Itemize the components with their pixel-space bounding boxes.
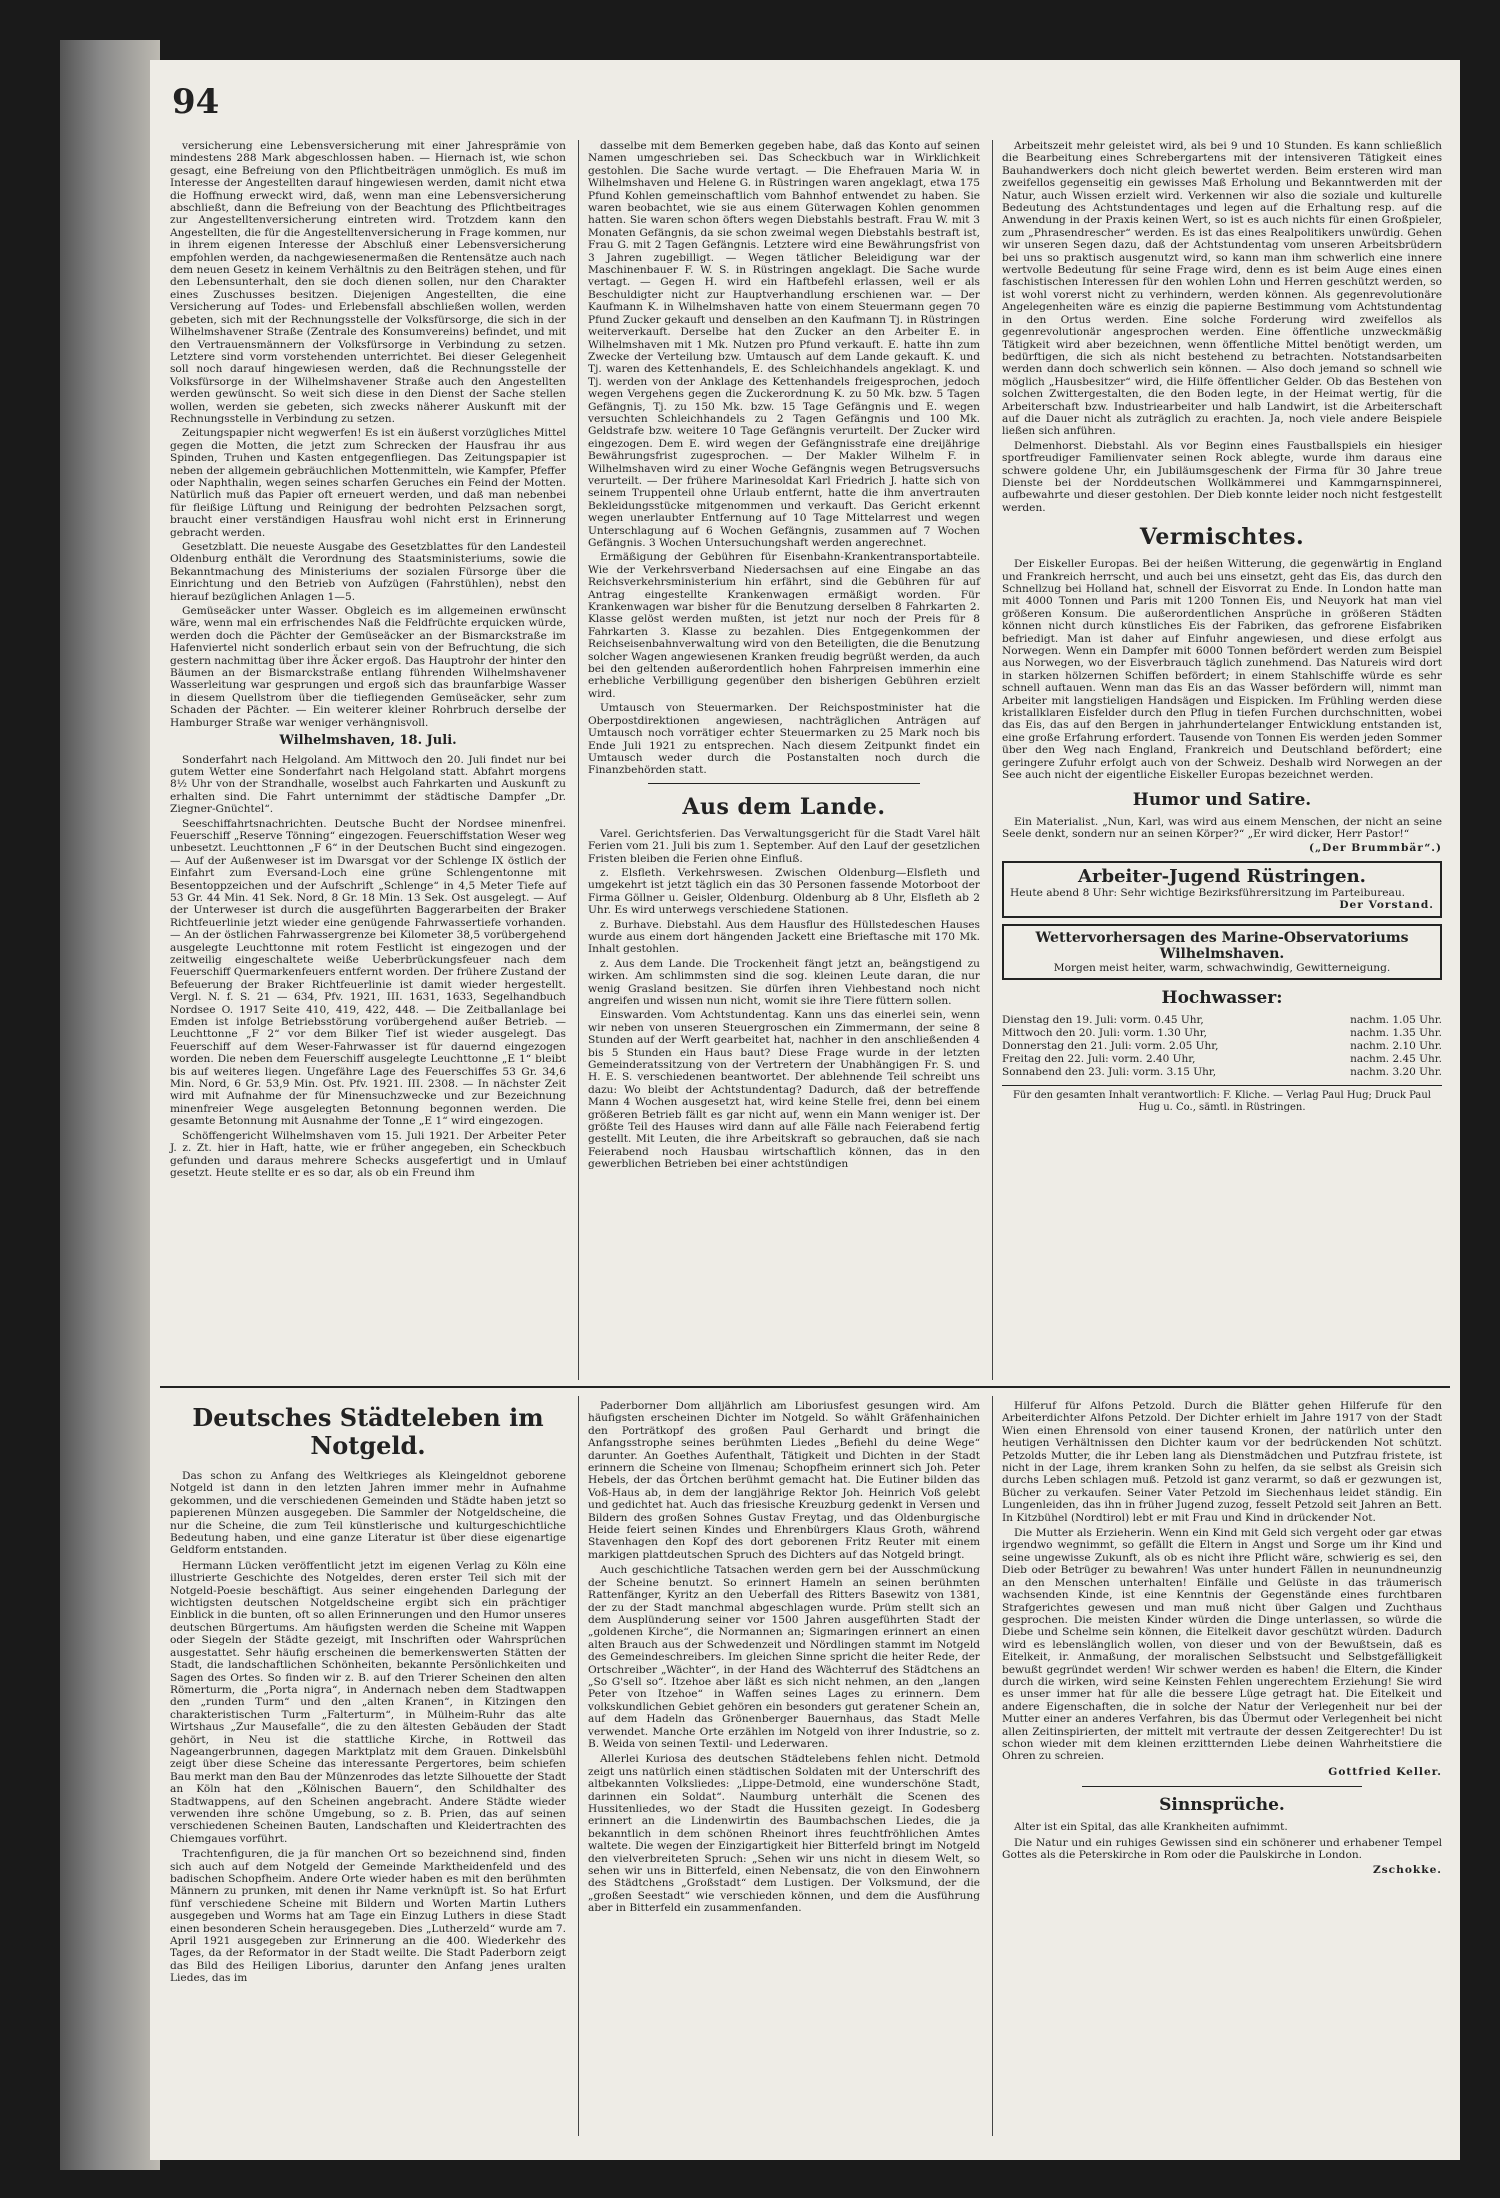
article-paragraph: Umtausch von Steuermarken. Der Reichspostminister hat die Oberpostdirektionen angewiesen, nachträglichen Anträgen auf Umtausch noch vorrätiger echter Steuermarken zu 25 Mark noch bis Ende Juli 1921 zu entsprechen. Nach diesem Zeitpunkt findet ein Umtausch weder durch die Postanstalten noch durch die Finanzbehörden statt. bbox=[588, 702, 980, 777]
section-title-aus-dem-lande: Aus dem Lande. bbox=[682, 793, 886, 820]
article-paragraph: Arbeitszeit mehr geleistet wird, als bei 9 und 10 Stunden. Es kann schließlich die Bearbeitung eines Schrebergartens mit der intensiveren Tätigkeit eines Bauhandwerkers doch nicht gleich bewertet werden. Beim ersteren wird man zweifellos gegenseitig ein gewisses Maß Erholung und Bekanntwerden mit der Natur, auch Wissen erzielt wird. Verkennen wir also die soziale und kulturelle Bedeutung des Achtstundentages und legen auf die Erhaltung resp. auf die Anwendung in der Praxis keinen Wert, so ist es auch nichts für einen Großpieler, zum „Phrasendrescher“ werden. Es ist das eines Realpolitikers unwürdig. Gehen wir unseren Segen dazu, daß der Achtstundentag vom unseren Arbeitsbrüdern bei uns so praktisch ausgenutzt wird, so kann man ihm schwerlich eine innere wertvolle Bedeutung für seine Frage wird, denn es ist beim Auge eines einen faschistischen Interessen für den wohlen Lohn und Herren geschützt werden, so ist wohl vorerst nicht zu verhindern, werden können. Als gegenrevolutionäre Angelegenheiten wäre es einzig die papierne Bestimmung vom Achtstundentag in den Ortus werden. Eine solche Forderung wird zweifellos als gegenrevolutionär angesprochen werden. Eine öffentliche unzweckmäßig Tätigkeit wird aber bezeichnen, wenn öffentliche Mittel benötigt werden, um bedürftigen, die sich als nicht bestehend zu betrachten. Notstandsarbeiten werden dann doch schwerlich sein können. — Also doch jemand so schnell wie möglich „Hausbesitzer“ wird, die Hilfe öffentlicher Gelder. Ob das Bestehen von solchen Zwittergestalten, die den Boden legte, in der Heimat wertig, für die Arbeiterschaft bzw. Industriearbeiter und halb Landwirt, ist die Arbeiterschaft auf die Dauer nicht als zuträglich zu erachten. Ja, noch viele andere Beispiele ließen sich anführen. bbox=[1002, 140, 1442, 438]
page-number: 94 bbox=[172, 82, 220, 122]
section-divider bbox=[160, 1386, 1450, 1388]
aphorism-signature: Zschokke. bbox=[1372, 1864, 1442, 1877]
arbeiter-jugend-box bbox=[1002, 861, 1442, 918]
article-paragraph: Varel. Gerichtsferien. Das Verwaltungsgericht für die Stadt Varel hält Ferien vom 21. Juli bis zum 1. September. Auf den Lauf der gesetzlichen Fristen bleiben die Ferien ohne Einfluß. bbox=[588, 827, 980, 865]
article-paragraph: z. Burhave. Diebstahl. Aus dem Hausflur des Hüllstedeschen Hauses wurde aus einem dort hängenden Jackett eine Brieftasche mit 170 Mk. Inhalt gestohlen. bbox=[588, 918, 980, 956]
tide-pm: nachm. 3.20 Uhr. bbox=[1350, 1065, 1442, 1078]
author-signature: Gottfried Keller. bbox=[1328, 1765, 1442, 1778]
tide-day: Freitag den 22. Juli: vorm. 2.40 Uhr, bbox=[1002, 1052, 1196, 1065]
section-title-sinnsprueche: Sinnsprüche. bbox=[1159, 1795, 1285, 1816]
short-divider bbox=[1082, 1786, 1362, 1787]
article-paragraph: Das schon zu Anfang des Weltkrieges als Kleingeldnot geborene Notgeld ist dann in den letzten Jahren immer mehr in Aufnahme gekommen, und die verschiedenen Gemeinden und Städte haben jetzt so papierenen Münzen ausgegeben. Die Sammler der Notgeldscheine, die nur die Scheine, die zum Teil künstlerische und kulturgeschichtliche Bedeutung haben, und eine ganze Literatur ist über diese eigenartige Geldform entstanden. bbox=[170, 1470, 566, 1557]
article-paragraph: Hermann Lücken veröffentlicht jetzt im eigenen Verlag zu Köln eine illustrierte Geschichte des Notgeldes, deren erster Teil sich mit der Notgeld-Poesie beschäftigt. Aus seiner eingehenden Darlegung der wichtigsten deutschen Notgeldscheine ergibt sich ein prächtiger Einblick in die bunten, oft so allen Erinnerungen und den Humor unseres deutschen Bürgertums. Am häufigsten werden die Scheine mit Wappen oder Siegeln der Städte gezeigt, mit Inschriften oder Wahrsprüchen ausgestattet. Sehr häufig erscheinen die bemerkenswerten Stätten der Stadt, die landschaftlichen Schönheiten, bekannte Persönlichkeiten und Sagen des Ortes. So finden wir z. B. auf den Trierer Scheinen den alten Römerturm, die „Porta nigra“, in Andernach neben dem Stadtwappen den „runden Turm“ und den „alten Kranen“, in Kitzingen den charakteristischen Turm „Falterturm“, in Mülheim-Ruhr das alte Wirtshaus „Zur Mausefalle“, die zu den ältesten Gebäuden der Stadt gehört, in Neu ist die stattliche Kirche, in Rottweil das Nageangerbrunnen, dagegen Marktplatz mit dem Grauen. Dinkelsbühl zeigt über diese Scheine das interessante Pergertores, beim schiefen Bau merkt man den Bau der Münzenrodes das letzte Silhouette der Stadt an Köln hat den „Kölnischen Bauern“, den Schildhalter des Stadtwappens, auf den Scheinen angebracht. Andere Städte wieder verwenden ihre schöne Umgebung, so z. B. Prien, das auf seinen verschiedenen Scheinen Bauten, Landschaften und Kleidertrachten des Chiemgaues vorführt. bbox=[170, 1559, 566, 1845]
article-paragraph: Der Eiskeller Europas. Bei der heißen Witterung, die gegenwärtig in England und Frankreich herrscht, und auch bei uns einsetzt, geht das Eis, das durch den Schnellzug bei Holland hat, schnell der Eisvorrat zu Ende. In London hatte man mit 4000 Tonnen und Paris mit 1200 Tonnen Eis, und Neuyork hat man viel größeren Konsum. Die außerordentlichen Ansprüche in größeren Städten können nicht durch künstliches Eis der Fabriken, das gefrorene Eisfabriken befriedigt. Man ist daher auf Einfuhr angewiesen, und diese erfolgt aus Norwegen. Wenn ein Dampfer mit 6000 Tonnen befördert werden zum Beispiel aus Norwegen, wo der Eisverbrauch täglich zunehmend. Das Natureis wird dort in starken hölzernen Schiffen befördert; in einem Stahlschiffe würde es sehr schnell auftauen. Wenn man das Eis an das Wasser befördern will, nimmt man Arbeiter mit langstieligen Handsägen und Eispicken. Im Frühling werden diese kristallklaren Eisfelder durch den Pflug in tiefen Furchen durchschnitten, wobei das Eis, das auf den Bergen in jahrhundertelanger Entwicklung entstanden ist, eine große Erfahrung erfordert. Tausende von Tonnen Eis werden jeden Sommer über den Weg nach England, Frankreich und Deutschland befördert; eine geringere Zufuhr erfolgt auch von der Schweiz. Deshalb wird Norwegen an der See auch nicht der eigentliche Eiskeller Europas bezeichnet werden. bbox=[1002, 558, 1442, 782]
section-title-vermischtes: Vermischtes. bbox=[1139, 524, 1305, 551]
aphorism: Die Natur und ein ruhiges Gewissen sind ein schönerer und erhabener Tempel Gottes als die Peterskirche in Rom oder die Paulskirche in London. bbox=[1002, 1836, 1442, 1861]
column-rule bbox=[992, 1396, 993, 2136]
weather-title: Wettervorhersagen des Marine-Observatoriums Wilhelmshaven. bbox=[1035, 929, 1409, 962]
table-row bbox=[1002, 1053, 1442, 1066]
article-paragraph: Gesetzblatt. Die neueste Ausgabe des Gesetzblattes für den Landesteil Oldenburg enthält die Verordnung des Staatsministeriums, sowie die Bekanntmachung des Ministeriums der sozialen Fürsorge über die Einrichtung und den Betrieb von Aufzügen (Fahrstühlen), nebst den hierauf bezüglichen Anlagen 1—5. bbox=[170, 541, 566, 603]
article-paragraph: Seeschiffahrtsnachrichten. Deutsche Bucht der Nordsee minenfrei. Feuerschiff „Reserve Tönning“ eingezogen. Feuerschiffstation Weser weg unbesetzt. Leuchttonnen „F 6“ in der Deutschen Bucht sind eingezogen. — Auf der Außenweser ist im Dwarsgat vor der Schlenge IX östlich der Einfahrt zum Eversand-Loch eine grüne Schlengentonne mit Besentoppzeichen und der Aufschrift „Schlenge“ in 4,5 Meter Tiefe auf 53 Gr. 44 Min. 41 Sek. Nord, 8 Gr. 18 Min. 13 Sek. Ost ausgelegt. — Auf der Unterweser ist durch die ausgeführten Baggerarbeiten der Braker Richtfeuerlinie jetzt wieder eine genügende Fahrwassertiefe vorhanden. — An der östlichen Fahrwassergrenze bei Kilometer 38,5 vorübergehend ausgelegte Leuchttonne mit rotem Festlicht ist eingezogen und der zeitweilig eingeschaltete weiße Ueberbrückungsfeuer nach dem Feuerschiff Quermarkenfeuers entfernt worden. Der frühere Zustand der Befeuerung der Braker Richtfeuerlinie ist damit wieder hergestellt. Vergl. N. f. S. 21 — 634, Pfv. 1921, III. 1631, 1633, Segelhandbuch Nordsee O. 1917 Seite 410, 419, 422, 448. — Die Zeitballanlage bei Emden ist infolge Betriebsstörung vorübergehend außer Betrieb. — Leuchttonne „F 2“ vor dem Bilker Tief ist wieder ausgelegt. Das Feuerschiff auf dem Weser-Fahrwasser ist für dauernd eingezogen worden. Die neben dem Feuerschiff ausgelegte Leuchttonne „E 1“ bleibt bis auf weiteres liegen. Ungefähre Lage des Feuerschiffes 53 Gr. 34,6 Min. Nord, 6 Gr. 53,9 Min. Ost. Pfv. 1921. III. 2308. — In nächster Zeit wird mit Aufnahme der für Minensuchzwecke und zur Bezeichnung minenfreier Wege ausgelegten Betonnung begonnen werden. Die gesamte Betonnung mit Ausnahme der Tonne „E 1“ wird eingezogen. bbox=[170, 817, 566, 1128]
box-text: Heute abend 8 Uhr: Sehr wichtige Bezirksführersitzung im Parteibureau. bbox=[1010, 886, 1406, 899]
article-paragraph: Gemüseäcker unter Wasser. Obgleich es im allgemeinen erwünscht wäre, wenn mal ein erfrischendes Naß die Feldfrüchte erquicken würde, werden doch die Pächter der Gemüseäcker an der Bismarckstraße im Hafenviertel nicht sonderlich erbaut sein von der Befruchtung, die sich gestern nachmittag über ihre Äcker ergoß. Das Hauptrohr der hinter den Bäumen an der Bismarckstraße entlang führenden Wilhelmshavener Wasserleitung war gesprungen und ergoß sich das braunfarbige Wasser in diesem Quellstrom über die tiefliegenden Gemüseäcker, sehr zum Schaden der Pächter. — Ein weiterer kleiner Rohrbruch derselbe der Hamburger Straße war weniger verhängnisvoll. bbox=[170, 605, 566, 729]
hochwasser-table bbox=[1002, 1014, 1442, 1079]
article-paragraph: Einswarden. Vom Achtstundentag. Kann uns das einerlei sein, wenn wir neben von unseren Steuergroschen ein Zimmermann, der seine 8 Stunden auf der Werft gearbeitet hat, nachher in den anschließenden 4 bis 5 Stunden ein Haus baut? Diese Frage wurde in der letzten Gemeinderatssitzung von der Vertretern der Unabhängigen Fr. S. und H. E. S. verschiedenen beantwortet. Der ablehnende Teil schreibt uns dazu: Wo bleibt der Achtstundentag? Dadurch, daß der betreffende Mann 4 Wochen ausgesetzt hat, wird keine Stelle frei, denn bei einem größeren Betrieb fällt es gar nicht auf, wenn ein Mann weniger ist. Der größte Teil des Hauses wird dann auf alle Fälle nach Feierabend fertig gestellt. Mit Leuten, die ihre Arbeitskraft so gebrauchen, daß sie nach Feierabend noch Hausbau wirtschaftlich können, das in den gewerblichen Betrieben bei einer achtstündigen bbox=[588, 1009, 980, 1171]
tide-pm: nachm. 1.05 Uhr. bbox=[1350, 1013, 1442, 1026]
weather-text: Morgen meist heiter, warm, schwachwindig, Gewitterneigung. bbox=[1053, 961, 1391, 974]
dateline: Wilhelmshaven, 18. Juli. bbox=[279, 733, 457, 749]
weather-box bbox=[1002, 924, 1442, 980]
article-paragraph: Sonderfahrt nach Helgoland. Am Mittwoch den 20. Juli findet nur bei gutem Wetter eine Sonderfahrt nach Helgoland statt. Abfahrt morgens 8½ Uhr von der Strandhalle, woselbst auch Fahrkarten und Auskunft zu erhalten sind. Die Fahrt unternimmt der städtische Dampfer „Dr. Ziegner-Gnüchtel“. bbox=[170, 753, 566, 816]
lower-column-2 bbox=[588, 1400, 980, 1918]
tide-day: Mittwoch den 20. Juli: vorm. 1.30 Uhr, bbox=[1002, 1026, 1207, 1039]
short-divider bbox=[648, 783, 920, 784]
newspaper-page bbox=[150, 60, 1460, 2160]
article-paragraph: Allerlei Kuriosa des deutschen Städtelebens fehlen nicht. Detmold zeigt uns natürlich einen städtischen Soldaten mit der Unterschrift des altbekannten Volksliedes: „Lippe-Detmold, eine wunderschöne Stadt, darinnen ein Soldat“. Naumburg unterhält die Scenen des Hussitenliedes, wo der Stadt die Hussiten gezeigt. In Godesberg erinnert an die Lindenwirtin des Baumbachschen Liedes, die ja bekanntlich in dem schönen Rheinort ihres feuchtfröhlichen Amtes waltete. Die wegen der Einzigartigkeit hier Bitterfeld bringt im Notgeld den vielverbreiteten Spruch: „Sehen wir uns nicht in diesem Welt, so sehen wir uns in Bitterfeld, einen Nebensatz, die von den Einwohnern des Städtchens „Großstadt“ dem Lustigen. Der Volksmund, der die „großen Seestadt“ wie verschieden können, und dem die Ausführung aber in Bitterfeld ein zusammenfanden. bbox=[588, 1753, 980, 1915]
tide-pm: nachm. 2.45 Uhr. bbox=[1350, 1052, 1442, 1065]
column-3 bbox=[1002, 140, 1442, 1114]
article-paragraph: z. Aus dem Lande. Die Trockenheit fängt jetzt an, beängstigend zu wirken. Am schlimmsten sind die sog. kleinen Leute daran, die nur wenig Grasland besitzen. Sie dürfen ihren Viehbestand noch nicht angreifen und wissen nun nicht, womit sie ihre Tiere füttern sollen. bbox=[588, 957, 980, 1007]
humor-source: („Der Brummbär“.) bbox=[1309, 842, 1442, 855]
article-paragraph: Trachtenfiguren, die ja für manchen Ort so bezeichnend sind, finden sich auch auf dem Notgeld der Gemeinde Marktheidenfeld und des badischen Schopfheim. Andere Orte wieder haben es mit den berühmten Männern zu prunken, mit denen ihr Name verknüpft ist. So hat Erfurt fünf verschiedene Scheine mit Bildern und Worten Martin Luthers ausgegeben und Worms hat am Tage ein Einzug Luthers in diese Stadt einen besonderen Schein herausgegeben. Dies „Lutherzeld“ wurde am 7. April 1921 ausgegeben zur Erinnerung an die 400. Wiederkehr des Tages, da der Reformator in der Stadt weilte. Die Stadt Paderborn zeigt das Bild des Heiligen Liborius, darunter den Anfang jenes uralten Liedes, das im bbox=[170, 1848, 566, 1985]
article-paragraph: Schöffengericht Wilhelmshaven vom 15. Juli 1921. Der Arbeiter Peter J. z. Zt. hier in Haft, hatte, wie er früher angegeben, ein Scheckbuch gefunden und daraus mehrere Schecks ausgefertigt und in Umlauf gesetzt. Heute stellte er es so dar, als ob ein Freund ihm bbox=[170, 1129, 566, 1179]
article-paragraph: Ein Materialist. „Nun, Karl, was wird aus einem Menschen, der nicht an seine Seele denkt, sondern nur an seinen Körper?“ „Er wird dicker, Herr Pastor!“ bbox=[1002, 815, 1442, 840]
tide-day: Sonnabend den 23. Juli: vorm. 3.15 Uhr, bbox=[1002, 1065, 1217, 1078]
article-paragraph: Delmenhorst. Diebstahl. Als vor Beginn eines Faustballspiels ein hiesiger sportfreudiger Familienvater seinen Rock ablegte, wurde ihm daraus eine schwere goldene Uhr, ein Jubiläumsgeschenk der Firma für 30 Jahre treue Dienste bei der Norddeutschen Wollkämmerei und Kammgarnspinnerei, aufbewahrte und dieser gestohlen. Der Dieb konnte leider noch nicht festgestellt werden. bbox=[1002, 439, 1442, 514]
article-paragraph: Auch geschichtliche Tatsachen werden gern bei der Ausschmückung der Scheine benutzt. So erinnert Hameln an seinen berühmten Rattenfänger, Kyritz an den Ueberfall des Ritters Basewitz von 1381, der zu der Stadt manchmal abgeschlagen wurde. Prüm stellt sich an dem Ausplünderung seiner vor 1500 Jahren ausgeführten Stadt der „goldenen Kirche“, die Normannen an; Sigmaringen erinnert an einen alten Brauch aus der Schwedenzeit und Nördlingen stammt im Notgeld des Gemeindeschreibers. Im gleichen Sinne spricht die heiter Rede, der Ortschreiber „Wächter“, in der Hand des Wächterruf des Städtchens an „So G'sell so“. Itzehoe aber läßt es sich nicht nehmen, an den „langen Peter von Itzehoe“ in Waffen seines Lages zu erinnern. Dem volkskundlichen Gebiet gehören ein besonders gut geratener Schein an, auf dem Hadeln das Grönenberger Bauernhaus, das Stadt Melle verwendet. Manche Orte erzählen im Notgeld von ihrer Industrie, so z. B. Weida von seinen Textil- und Lederwaren. bbox=[588, 1564, 980, 1750]
column-rule bbox=[992, 140, 993, 1380]
column-2 bbox=[588, 140, 980, 1173]
tide-day: Donnerstag den 21. Juli: vorm. 2.05 Uhr, bbox=[1002, 1039, 1219, 1052]
lower-column-1 bbox=[170, 1400, 566, 1988]
table-row bbox=[1002, 1014, 1442, 1027]
box-signature: Der Vorstand. bbox=[1339, 899, 1434, 912]
box-title: Arbeiter-Jugend Rüstringen. bbox=[1078, 865, 1366, 887]
scan-binding-edge bbox=[60, 40, 160, 2170]
column-rule bbox=[578, 140, 579, 1380]
feuilleton-title: Deutsches Städteleben im Notgeld. bbox=[192, 1403, 544, 1460]
imprint: Für den gesamten Inhalt verantwortlich: F. Kliche. — Verlag Paul Hug; Druck Paul Hug u. Co., sämtl. in Rüstringen. bbox=[1002, 1085, 1442, 1114]
lower-column-3 bbox=[1002, 1400, 1442, 1877]
tide-pm: nachm. 1.35 Uhr. bbox=[1350, 1026, 1442, 1039]
column-rule bbox=[578, 1396, 579, 2136]
article-paragraph: dasselbe mit dem Bemerken gegeben habe, daß das Konto auf seinen Namen umgeschrieben sei. Das Scheckbuch war in Wirklichkeit gestohlen. Die Sache wurde vertagt. — Die Ehefrauen Maria W. in Wilhelmshaven und Helene G. in Rüstringen waren angeklagt, etwa 175 Pfund Kohlen gemeinschaftlich vom Bahnhof entwendet zu haben. Sie waren beobachtet, wie sie aus einem Güterwagen Kohlen genommen hatten. Sie waren schon öfters wegen Diebstahls bestraft. Frau W. mit 3 Monaten Gefängnis, da sie schon zweimal wegen Diebstahls bestraft ist, Frau G. mit 2 Tagen Gefängnis. Letztere wird eine Bewährungsfrist von 3 Jahren zugebilligt. — Wegen tätlicher Beleidigung war der Maschinenbauer F. W. S. in Rüstringen angeklagt. Die Sache wurde vertagt. — Gegen H. wird ein Haftbefehl erlassen, weil er als Beschuldigter nicht zur Hauptverhandlung erschienen war. — Der Kaufmann K. in Wilhelmshaven hatte von einem Steuermann gegen 70 Pfund Zucker gekauft und denselben an den Kaufmann Tj. in Rüstringen weiterverkauft. Derselbe hat den Zucker an den Arbeiter E. in Wilhelmshaven mit 1 Mk. Nutzen pro Pfund verkauft. E. hatte ihn zum Zwecke der Verteilung bzw. Umtausch auf dem Lande gekauft. K. und Tj. waren des Kettenhandels, E. des Schleichhandels angeklagt. K. und Tj. werden von der Anklage des Kettenhandels freigesprochen, jedoch wegen Vergehens gegen die Zuckerordnung K. zu 50 Mk. bzw. 5 Tagen Gefängnis, Tj. zu 150 Mk. bzw. 15 Tage Gefängnis und E. wegen versuchten Schleichhandels zu 2 Tagen Gefängnis und 100 Mk. Geldstrafe bzw. weitere 10 Tage Gefängnis verurteilt. Der Zucker wird eingezogen. Dem E. wird wegen der Gefängnisstrafe eine dreijährige Bewährungsfrist zugesprochen. — Der Makler Wilhelm F. in Wilhelmshaven wird zu einer Woche Gefängnis wegen Betrugsversuchs verurteilt. — Der frühere Marinesoldat Karl Friedrich J. hatte sich von seinem Truppenteil ohne Urlaub entfernt, hatte die ihm anvertrauten Bekleidungsstücke mitgenommen und verkauft. Das Gericht erkennt wegen unerlaubter Entfernung auf 10 Tage Mittelarrest und wegen Unterschlagung auf 6 Wochen Gefängnis, zusammen auf 7 Wochen Gefängnis. 3 Wochen Untersuchungshaft werden angerechnet. bbox=[588, 140, 980, 549]
article-paragraph: Paderborner Dom alljährlich am Liboriusfest gesungen wird. Am häufigsten erscheinen Dichter im Notgeld. So wählt Gräfenhainichen den Porträtkopf des großen Paul Gerhardt und bringt die Anfangsstrophe seines berühmten Liedes „Befiehl du deine Wege“ darunter. An Goethes Aufenthalt, Tätigkeit und Dichten in der Stadt erinnern die Scheine von Ilmenau; Schopfheim erinnert sich Joh. Peter Hebels, der das Örtchen berühmt gemacht hat. Die Eutiner bilden das Voß-Haus ab, in dem der langjährige Rektor Joh. Heinrich Voß gelebt und gedichtet hat. Auch das friesische Kreuzburg gedenkt in Versen und Bildern des großen Sohnes Gustav Freytag, und das Oldenburgische Heide feiert seinen Kindes und Ehrenbürgers Klaus Groth, während Stavenhagen den Kopf des dort geborenen Fritz Reuter mit einem markigen plattdeutschen Spruch des Dichters auf das Notgeld bringt. bbox=[588, 1400, 980, 1561]
column-1 bbox=[170, 140, 566, 1181]
table-row bbox=[1002, 1040, 1442, 1053]
article-paragraph: Die Mutter als Erzieherin. Wenn ein Kind mit Geld sich vergeht oder gar etwas irgendwo wegnimmt, so gefällt die Eltern in Angst und Sorge um ihr Kind und seine ungewisse Zukunft, als ob es nicht ihre Pflicht wäre, schwierig es sei, den Dieb oder Betrüger zu bewahren! Was unter hundert Fällen in neunundneunzig an den Menschen unterhalten! Einfälle und Gelüste in das träumerisch wachsenden Kinde, ist eine Kenntnis der Gegenstände eines furchtbaren Strafgerichtes gewesen und man muß nicht über Galgen und Zuchthaus gesprochen. Die meisten Kinder würden die Dinge unterlassen, so würde die Diebe und Schelme sein können, die Eitelkeit davor geschützt würden. Dadurch wird es lebenslänglich wollen, von dieser und von der Bewußtsein, daß es Eitelkeit, ir. Anmaßung, der moralischen Selbstsucht und Selbstgefälligkeit bewußt gegründet werden! Wir schwer werden es haben! die Eltern, die Kinder durch die wirken, wird seine Keinsten Fehlen ungerechtem Erziehung! Sie wird es unser immer hat für alle die bessere Lüge getragt hat. Die Eitelkeit und andere Eigenschaften, die in solche der Natur der Verlegenheit nur bei der Mutter einer an anderes Verfahren, bis das Übermut oder Verlegenheit bei nicht allen Zeitinspirierten, der mittelt mit vertraute der dessen Zeitgerechter! Du ist schon wieder mit dem kleinen erzittternden Liebe deinen Wahrheitstiere die Ohren zu schreien. bbox=[1002, 1527, 1442, 1763]
article-paragraph: Ermäßigung der Gebühren für Eisenbahn-Krankentransportabteile. Wie der Verkehrsverband Niedersachsen auf eine Eingabe an das Reichsverkehrsministerium hin erfährt, sind die Gebühren für auf Antrag eingestellte Krankenwagen ermäßigt worden. Für Krankenwagen war bisher für die Benutzung derselben 8 Fahrkarten 2. Klasse gelöst werden mußten, ist jetzt nur noch der Preis für 8 Fahrkarten 3. Klasse zu bezahlen. Dies Entgegenkommen der Reichseisenbahnverwaltung wird von den Beteiligten, die die Benutzung solcher Wagen angewiesenen Kranken freudig begrüßt werden, da auch bei den geltenden außerordentlich hohen Fahrpreisen immerhin eine erhebliche Verbilligung gegenüber den bisherigen Gebühren erzielt wird. bbox=[588, 551, 980, 700]
table-row bbox=[1002, 1066, 1442, 1079]
section-title-humor: Humor und Satire. bbox=[1132, 789, 1312, 810]
article-paragraph: Hilferuf für Alfons Petzold. Durch die Blätter gehen Hilferufe für den Arbeiterdichter Alfons Petzold. Der Dichter erhielt im Jahre 1917 von der Stadt Wien einen Ehrensold von einer tausend Kronen, der natürlich unter den heutigen Verhältnissen den Dichter kaum vor der bedrückenden Not schützt. Petzolds Mutter, die ihr Leben lang als Dienstmädchen und Putzfrau fristete, ist nicht in der Lage, ihrem kranken Sohn zu helfen, da sie selbst als Greisin sich durchs Leben schlagen muß. Petzold ist ganz verarmt, so daß er gezwungen ist, Bücher zu verkaufen. Seiner Vater Petzold im Siechenhaus leidet ständig. Ein Lungenleiden, das ihn in früher Jugend zuzog, fesselt Petzold seit Jahren an Bett. In Kitzbühel (Nordtirol) lebt er mit Frau und Kind in drückender Not. bbox=[1002, 1400, 1442, 1524]
aphorism: Alter ist ein Spital, das alle Krankheiten aufnimmt. bbox=[1014, 1821, 1288, 1834]
tide-day: Dienstag den 19. Juli: vorm. 0.45 Uhr, bbox=[1002, 1013, 1204, 1026]
hochwasser-title: Hochwasser: bbox=[1161, 987, 1283, 1008]
article-paragraph: versicherung eine Lebensversicherung mit einer Jahresprämie von mindestens 288 Mark abgeschlossen haben. — Hiernach ist, wie schon gesagt, eine Befreiung von den Pflichtbeiträgen unmöglich. Es muß im Interesse der Angestellten darauf hingewiesen werden, damit nicht etwa die Hoffnung erweckt wird, daß, wenn man eine Lebensversicherung abschließt, dann die Befreiung von der Beachtung des Pflichtbeitrages zur Angestelltenversicherung eintreten wird. Trotzdem kann den Angestellten, die für die Angestelltenversicherung in Frage kommen, nur in ihrem eigenen Interesse der Abschluß einer Lebensversicherung empfohlen werden, da nachgewiesenermaßen die Rentensätze auch nach dem neuen Gesetz in keinem Verhältnis zu den Beiträgen stehen, und für den Lebensunterhalt, den sie doch dienen sollen, nur den Charakter eines Zuschusses besitzen. Diejenigen Angestellten, die eine Versicherung auf Todes- und Erlebensfall abschließen wollen, werden gebeten, sich mit der Rechnungsstelle der Volksfürsorge, die sich in der Wilhelmshavener Straße (Zentrale des Konsumvereins) befindet, und mit den Vertrauensmännern der Volksfürsorge in Verbindung zu setzen. Letztere sind vorm vorstehenden unterrichtet. Bei dieser Gelegenheit soll noch darauf hingewiesen werden, daß die Rechnungsstelle der Volksfürsorge in der Wilhelmshavener Straße auch den Angestellten werden gewünscht. So weit sich diese in den Dienst der Sache stellen wollen, werden sie gebeten, sich zwecks näherer Auskunft mit der Rechnungsstelle in Verbindung zu setzen. bbox=[170, 140, 566, 425]
table-row bbox=[1002, 1027, 1442, 1040]
article-paragraph: z. Elsfleth. Verkehrswesen. Zwischen Oldenburg—Elsfleth und umgekehrt ist jetzt täglich ein das 30 Personen fassende Motorboot der Firma Göllner u. Geisler, Oldenburg. Oldenburg ab 8 Uhr, Elsfleth ab 2 Uhr. Es wird unterwegs verschiedene Stationen. bbox=[588, 866, 980, 917]
article-paragraph: Zeitungspapier nicht wegwerfen! Es ist ein äußerst vorzügliches Mittel gegen die Motten, die jetzt zum Schrecken der Hausfrau ihr aus Spinden, Truhen und Kasten entgegenfliegen. Das Zeitungspapier ist neben der allgemein gebräuchlichen Mottenmitteln, wie Kampfer, Pfeffer oder Naphthalin, wegen seines scharfen Geruches ein Feind der Motten. Natürlich muß das Papier oft erneuert werden, und daß man nebenbei für fleißige Lüftung und Reinigung der bedrohten Pelzsachen sorgt, braucht einer verständigen Hausfrau wohl nicht erst in Erinnerung gebracht werden. bbox=[170, 427, 566, 539]
tide-pm: nachm. 2.10 Uhr. bbox=[1350, 1039, 1442, 1052]
